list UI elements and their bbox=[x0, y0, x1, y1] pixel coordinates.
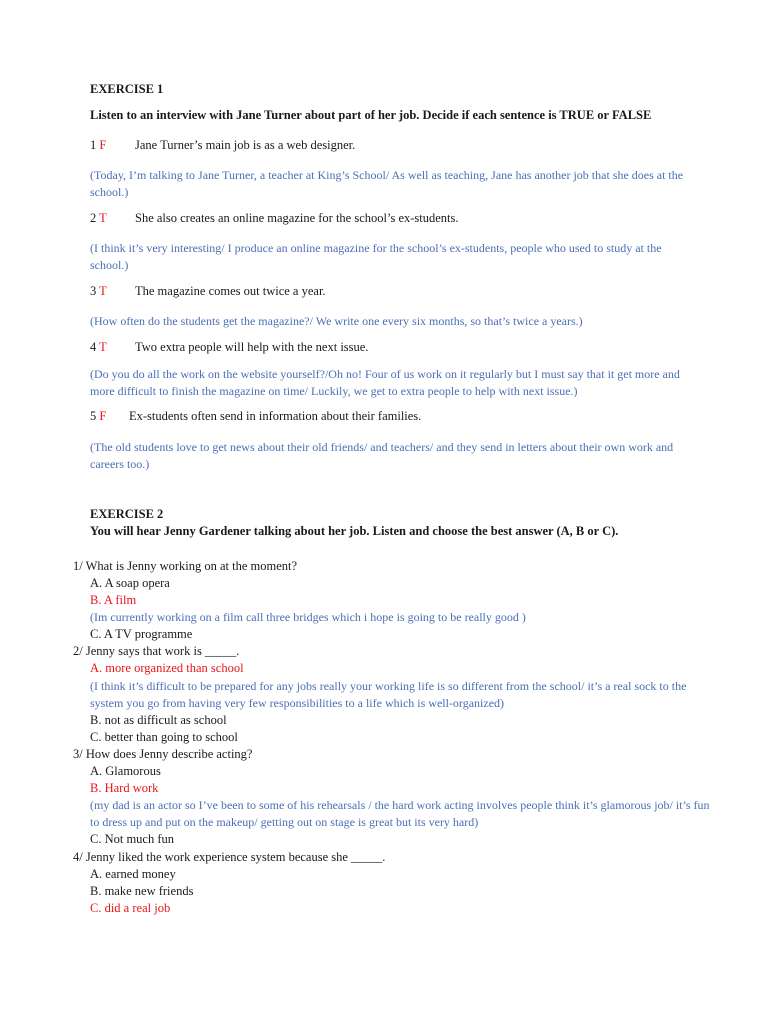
option: B. make new friends bbox=[90, 884, 194, 898]
question: 1/ What is Jenny working on at the moment? bbox=[73, 559, 298, 573]
option: C. Not much fun bbox=[90, 832, 175, 846]
option: B. not as difficult as school bbox=[90, 713, 227, 727]
item-answer: T bbox=[99, 284, 107, 298]
option-correct: B. A film bbox=[90, 593, 137, 607]
item-evidence: (The old students love to get news about their old friends/ and teachers/ and they send in letters about their own work and careers too.) bbox=[90, 440, 674, 471]
question-evidence: (my dad is an actor so I’ve been to some of his rehearsals / the hard work acting involves people think it’s glamorous job/ it’s fun to dress up and put on the makeup/ getting out on stage is great but its very hard) bbox=[90, 798, 710, 829]
option-correct: B. Hard work bbox=[90, 781, 159, 795]
item-evidence: (Today, I’m talking to Jane Turner, a teacher at King’s School/ As well as teaching, Jane has another job that she does at the school.) bbox=[90, 168, 684, 199]
item-statement: Ex-students often send in information about their families. bbox=[129, 409, 422, 423]
option: A. A soap opera bbox=[90, 576, 170, 590]
item-evidence: (Do you do all the work on the website yourself?/Oh no! Four of us work on it regularly but I must say that it get more and more difficult to finish the magazine on time/ Luckily, we get to extra people to help with next issue.) bbox=[90, 367, 680, 398]
question: 4/ Jenny liked the work experience system because she _____. bbox=[73, 850, 386, 864]
exercise1-item bbox=[90, 211, 459, 226]
question-evidence: (Im currently working on a film call three bridges which i hope is going to be really good ) bbox=[90, 610, 526, 624]
option-correct: C. did a real job bbox=[90, 901, 171, 915]
item-statement: Jane Turner’s main job is as a web designer. bbox=[135, 138, 356, 152]
question: 3/ How does Jenny describe acting? bbox=[73, 747, 253, 761]
item-answer: T bbox=[99, 211, 107, 225]
exercise2-title: EXERCISE 2 bbox=[90, 507, 164, 521]
exercise1-instruction: Listen to an interview with Jane Turner about part of her job. Decide if each sentence is TRUE or FALSE bbox=[90, 108, 652, 122]
item-evidence: (How often do the students get the magazine?/ We write one every six months, so that’s twice a years.) bbox=[90, 314, 583, 328]
option: C. A TV programme bbox=[90, 627, 193, 641]
item-number: 1 bbox=[90, 138, 97, 152]
exercise2-instruction: You will hear Jenny Gardener talking about her job. Listen and choose the best answer (A, B or C). bbox=[90, 524, 619, 538]
item-number: 4 bbox=[90, 340, 97, 354]
option: A. earned money bbox=[90, 867, 176, 881]
item-number: 3 bbox=[90, 284, 97, 298]
item-number: 5 bbox=[90, 409, 97, 423]
exercise1-item bbox=[90, 284, 326, 299]
exercise1-item bbox=[90, 340, 369, 355]
item-answer: F bbox=[99, 138, 107, 152]
exercise1-item bbox=[90, 138, 356, 153]
question-evidence: (I think it’s difficult to be prepared for any jobs really your working life is so different from the school/ it’s a real sock to the system you go from having very few responsibilities to a life which is well-organized) bbox=[90, 679, 687, 710]
exercise1-title: EXERCISE 1 bbox=[90, 82, 164, 96]
option: A. Glamorous bbox=[90, 764, 161, 778]
option-correct: A. more organized than school bbox=[90, 661, 244, 675]
item-statement: The magazine comes out twice a year. bbox=[135, 284, 326, 298]
option: C. better than going to school bbox=[90, 730, 238, 744]
item-evidence: (I think it’s very interesting/ I produce an online magazine for the school’s ex-students, people who used to study at the school.) bbox=[90, 241, 662, 272]
item-number: 2 bbox=[90, 211, 97, 225]
item-statement: She also creates an online magazine for the school’s ex-students. bbox=[135, 211, 459, 225]
item-answer: F bbox=[99, 409, 107, 423]
item-answer: T bbox=[99, 340, 107, 354]
item-statement: Two extra people will help with the next issue. bbox=[135, 340, 369, 354]
exercise1-item bbox=[90, 409, 422, 424]
question: 2/ Jenny says that work is _____. bbox=[73, 644, 240, 658]
